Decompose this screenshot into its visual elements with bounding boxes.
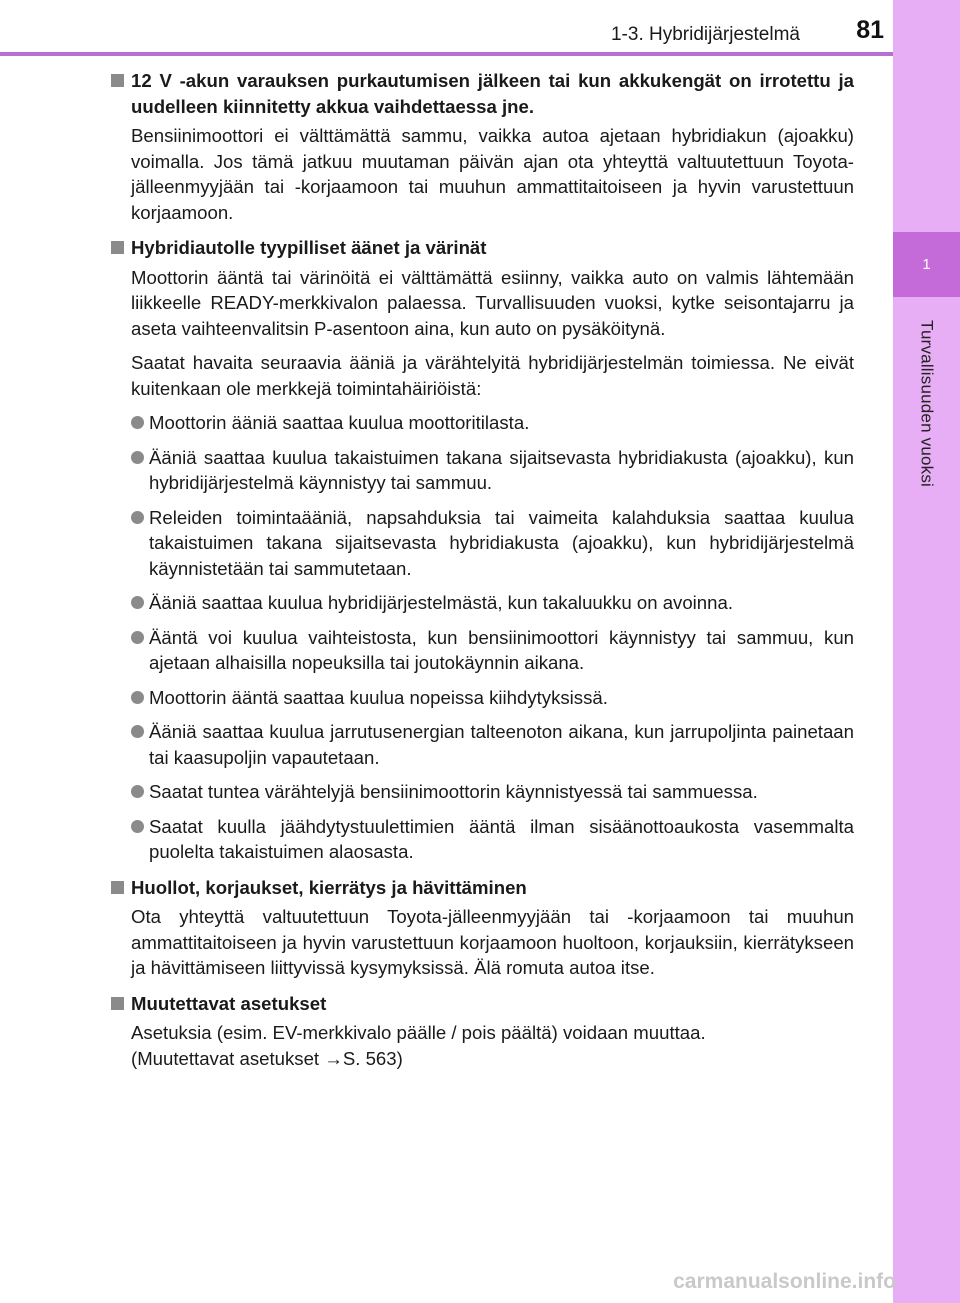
square-bullet-icon	[111, 997, 124, 1010]
section-heading: 12 V -akun varauksen purkautumisen jälkeen tai kun akkukengät on irrotettu ja uudelleen kiinnitetty akkua vaihdettaessa jne.	[110, 68, 854, 119]
circle-bullet-icon	[131, 691, 144, 704]
header-title: 1-3. Hybridijärjestelmä	[610, 24, 800, 45]
circle-bullet-icon	[131, 631, 144, 644]
circle-bullet-icon	[131, 511, 144, 524]
circle-bullet-icon	[131, 596, 144, 609]
paragraph: Bensiinimoottori ei välttämättä sammu, vaikka autoa ajetaan hybridiakun (ajoakku) voimalla. Jos tämä jatkuu muutaman päivän ajan ota yhteyttä valtuutettuun Toyota-jälleenmyyjään tai -korjaamoon tai muuhun ammattitaitoiseen ja hyvin varustettuun korjaamoon.	[131, 125, 854, 223]
list-item: Moottorin ääntä saattaa kuulua nopeissa kiihdytyksissä.	[110, 685, 854, 711]
paragraph: Asetuksia (esim. EV-merkkivalo päälle / pois päältä) voidaan muuttaa.	[131, 1022, 706, 1043]
list-item: Saatat tuntea värähtelyjä bensiinimoottorin käynnistyessä tai sammuessa.	[110, 779, 854, 805]
section-heading: Huollot, korjaukset, kierrätys ja hävittäminen	[110, 875, 854, 901]
list-item: Ääniä saattaa kuulua jarrutusenergian talteenoton aikana, kun jarrupoljinta painetaan tai kaasupoljin vapautetaan.	[110, 719, 854, 770]
square-bullet-icon	[111, 241, 124, 254]
watermark: carmanualsonline.info	[673, 1270, 896, 1293]
section-battery	[110, 68, 854, 225]
section-maintenance	[110, 875, 854, 981]
header-rule	[0, 52, 893, 56]
page-number: 81	[856, 16, 884, 44]
square-bullet-icon	[111, 74, 124, 87]
side-strip	[893, 0, 960, 1303]
list-item: Ääniä saattaa kuulua takaistuimen takana sijaitsevasta hybridiakusta (ajoakku), kun hybridijärjestelmä käynnistyy tai sammuu.	[110, 445, 854, 496]
circle-bullet-icon	[131, 785, 144, 798]
page-reference-link[interactable]: (Muutettavat asetukset →S. 563)	[131, 1047, 403, 1069]
paragraph: Moottorin ääntä tai värinöitä ei välttämättä esiinny, vaikka auto on valmis lähtemään liikkeelle READY-merkkivalon palaessa. Turvallisuuden vuoksi, kytke seisontajarru ja aseta vaihteenvalitsin P-asentoon aina, kun auto on pysäköitynä.	[131, 266, 854, 339]
square-bullet-icon	[111, 881, 124, 894]
section-heading: Muutettavat asetukset	[110, 991, 854, 1017]
paragraph: Ota yhteyttä valtuutettuun Toyota-jälleenmyyjään tai -korjaamoon tai muuhun ammattitaitoiseen ja hyvin varustettuun korjaamoon huoltoon, korjauksiin, kierrätykseen ja hävittämiseen liittyvissä kysymyksissä. Älä romuta autoa itse.	[131, 906, 854, 978]
section-sounds	[110, 235, 854, 865]
section-settings	[110, 991, 854, 1072]
chapter-number: 1	[922, 256, 931, 273]
chapter-label	[893, 320, 960, 520]
circle-bullet-icon	[131, 725, 144, 738]
section-heading: Hybridiautolle tyypilliset äänet ja värinät	[110, 235, 854, 261]
page-content	[110, 68, 854, 1081]
list-item: Ääniä saattaa kuulua hybridijärjestelmästä, kun takaluukku on avoinna.	[110, 590, 854, 616]
list-item: Releiden toimintaääniä, napsahduksia tai vaimeita kalahduksia saattaa kuulua takaistuimen takana sijaitsevasta hybridiakusta (ajoakku), kun hybridijärjestelmä käynnistetään tai sammutetaan.	[110, 505, 854, 582]
paragraph: Saatat havaita seuraavia ääniä ja värähtelyitä hybridijärjestelmän toimiessa. Ne eivät kuitenkaan ole merkkejä toimintahäiriöistä:	[131, 352, 854, 399]
list-item: Moottorin ääniä saattaa kuulua moottoritilasta.	[110, 410, 854, 436]
list-item: Ääntä voi kuulua vaihteistosta, kun bensiinimoottori käynnistyy tai sammuu, kun ajetaan alhaisilla nopeuksilla tai joutokäynnin aikana.	[110, 625, 854, 676]
circle-bullet-icon	[131, 451, 144, 464]
chapter-label-text: Turvallisuuden vuoksi	[917, 320, 937, 488]
circle-bullet-icon	[131, 820, 144, 833]
circle-bullet-icon	[131, 416, 144, 429]
chapter-tab[interactable]	[893, 232, 960, 297]
list-item: Saatat kuulla jäähdytystuulettimien ääntä ilman sisäänottoaukosta vasemmalta puolelta takaistuimen alaosasta.	[110, 814, 854, 865]
